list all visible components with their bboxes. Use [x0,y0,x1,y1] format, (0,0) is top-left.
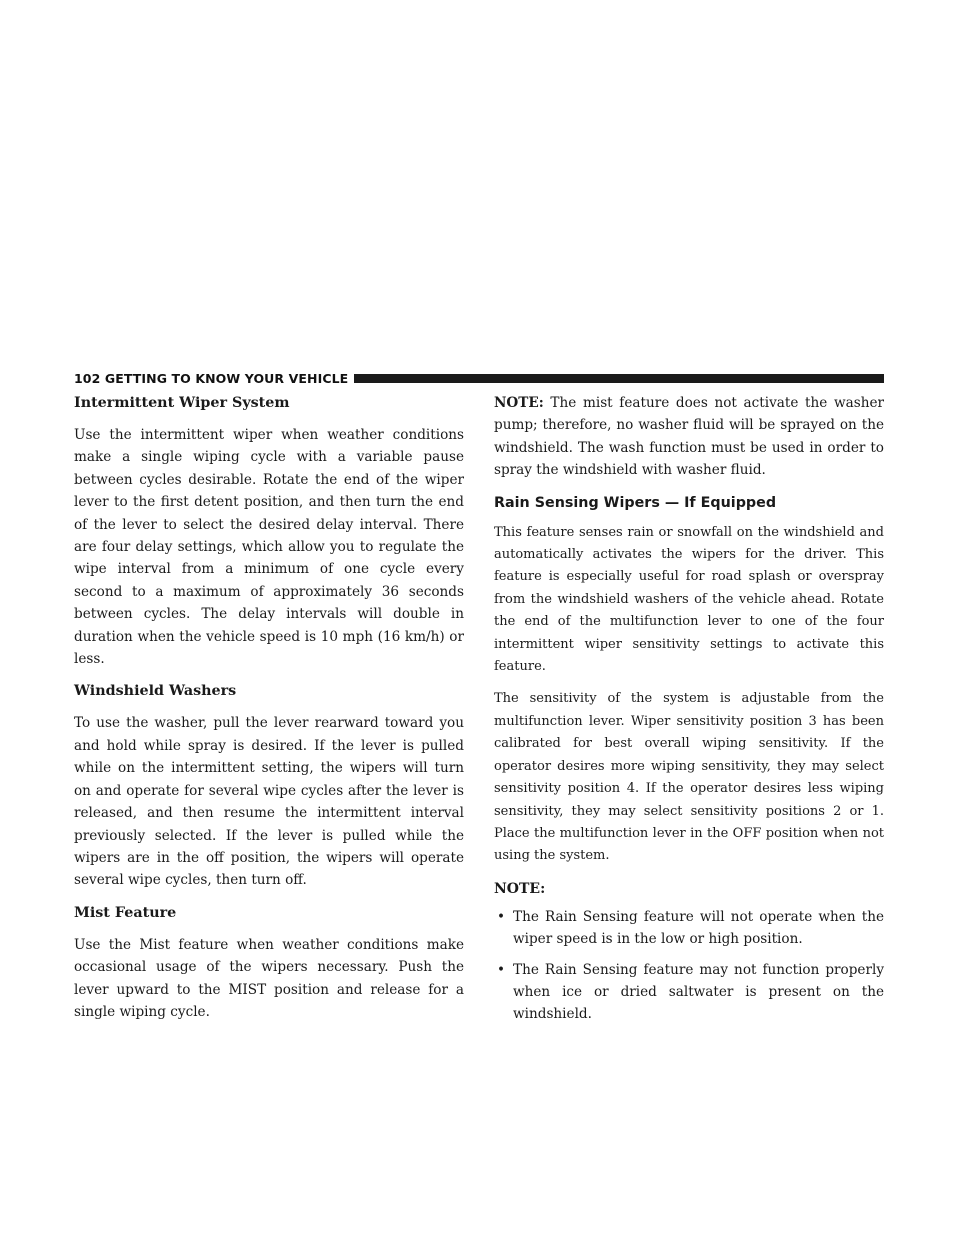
rain-note-heading: NOTE: [494,880,546,897]
bullet-icon: • [497,908,506,925]
washers-heading: Windshield Washers [74,683,237,700]
mist-note-label: NOTE: [494,395,544,411]
list-item [494,959,884,1026]
header-text [74,371,348,386]
running-header [74,370,884,386]
washers-body: To use the washer, pull the lever rearward toward you and hold while spray is desired. If the lever is pulled while on the intermittent setting, the wipers will turn on and operate for several wipe cycles after the lever is released, and then resume the intermittent interval previously selected. If the lever is pulled while the wipers are in the off position, the wipers will operate several wipe cycles, then turn off. [74,715,464,889]
list-item-text: The Rain Sensing feature may not function properly when ice or dried saltwater is present on the windshield. [513,961,884,1023]
header-rule [354,374,884,383]
right-column [494,392,884,1034]
rain-sensing-para-2: The sensitivity of the system is adjustable from the multifunction lever. Wiper sensitivity position 3 has been calibrated for best overall wiping sensitivity. If the operator desires more wiping sensitivity, they may select sensitivity position 4. If the operator desires less wiping sensitivity, they may select sensitivity positions 2 or 1. Place the multifunction lever in the OFF position when not using the system. [494,691,884,864]
list-item-text: The Rain Sensing feature will not operate when the wiper speed is in the low or high position. [513,908,884,948]
intermittent-heading: Intermittent Wiper System [74,395,290,411]
bullet-icon: • [497,961,506,978]
section-title: GETTING TO KNOW YOUR VEHICLE [104,370,349,386]
mist-heading: Mist Feature [74,904,177,921]
mist-body: Use the Mist feature when weather conditions make occasional usage of the wipers necessary. Push the lever upward to the MIST position and release for a single wiping cycle. [74,936,464,1020]
mist-note [494,392,884,482]
left-column [74,392,464,1033]
mist-note-text: The mist feature does not activate the washer pump; therefore, no washer fluid will be sprayed on the windshield. The wash function must be used in order to spray the windshield with washer fluid. [494,395,884,479]
page-number: 102 [74,370,101,386]
intermittent-body: Use the intermittent wiper when weather conditions make a single wiping cycle with a variable pause between cycles desirable. Rotate the end of the wiper lever to the first detent position, and then turn the end of the lever to select the desired delay interval. There are four delay settings, which allow you to regulate the wipe interval from a minimum of one cycle every second to a maximum of approximately 36 seconds between cycles. The delay intervals will double in duration when the vehicle speed is 10 mph (16 km/h) or less. [74,427,464,668]
rain-note-list [494,906,884,1026]
rain-sensing-heading: Rain Sensing Wipers — If Equipped [494,494,777,511]
list-item [494,906,884,951]
rain-sensing-para-1: This feature senses rain or snowfall on the windshield and automatically activates the wipers for the driver. This feature is especially useful for road splash or overspray from the windshield washers of the vehicle ahead. Rotate the end of the multifunction lever to one of the four intermittent wiper sensitivity settings to activate this feature. [494,524,884,675]
